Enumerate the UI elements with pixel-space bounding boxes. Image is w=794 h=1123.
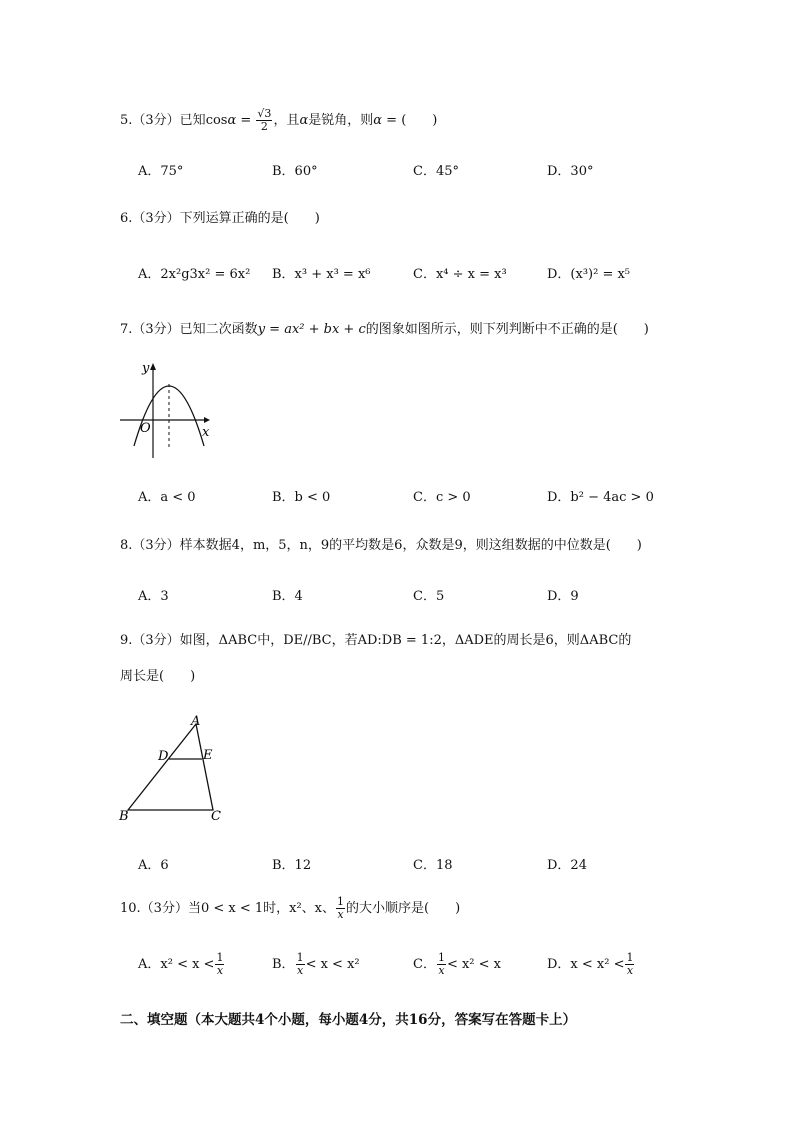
- q10-option-a: A．x² < x < $\frac{1}{x}$: [138, 951, 224, 977]
- x-axis-arrow: [204, 417, 210, 423]
- q7-option-d: D．b² − 4ac > 0: [547, 490, 654, 505]
- question-9-stem-line2: 周长是( ): [120, 669, 196, 684]
- y-axis-arrow: [150, 363, 156, 370]
- q9-option-b: B．12: [272, 858, 312, 873]
- vertex-d-label: D: [158, 749, 169, 764]
- question-5-stem: 5.（3分）已知cosα = $\frac{√3}{2}$ ，且α是锐角，则α = ( ): [120, 107, 438, 133]
- q8-option-d: D．9: [547, 589, 579, 604]
- triangle-figure: [116, 712, 228, 824]
- q6-option-c: C．x⁴ ÷ x = x³: [413, 267, 507, 282]
- vertex-c-label: C: [211, 809, 221, 824]
- q10-option-b: B． $\frac{1}{x}$ < x < x²: [272, 951, 360, 977]
- vertex-e-label: E: [203, 748, 213, 763]
- q9-option-a: A．6: [138, 858, 169, 873]
- q9-option-d: D．24: [547, 858, 587, 873]
- question-6-stem: 6.（3分）下列运算正确的是( ): [120, 211, 320, 226]
- question-8-stem: 8.（3分）样本数据4，m，5，n，9的平均数是6，众数是9，则这组数据的中位数是( ): [120, 538, 642, 553]
- q9-option-c: C．18: [413, 858, 453, 873]
- q10-option-c: C． $\frac{1}{x}$ < x² < x: [413, 951, 502, 977]
- origin-label: O: [140, 421, 151, 436]
- q6-option-d: D．(x³)² = x⁵: [547, 267, 631, 282]
- fraction-1-over-x: $\frac{1}{x}$: [337, 895, 345, 921]
- q5-option-b: B．60°: [272, 164, 318, 179]
- question-9-stem-line1: 9.（3分）如图，ΔABC中，DE//BC，若AD:DB = 1:2，ΔADE的周长是6，则ΔABC的: [120, 633, 632, 648]
- parabola-graph: [116, 358, 216, 462]
- vertex-b-label: B: [119, 809, 129, 824]
- q6-option-b: B．x³ + x³ = x⁶: [272, 267, 371, 282]
- q8-option-b: B．4: [272, 589, 303, 604]
- question-7-stem: 7.（3分）已知二次函数y = ax² + bx + c的图象如图所示，则下列判断中不正确的是( ): [120, 322, 649, 337]
- y-axis-label: y: [142, 361, 150, 376]
- section-heading-fill-in-blank: 二、填空题（本大题共4个小题，每小题4分，共16分，答案写在答题卡上）: [120, 1012, 577, 1028]
- fraction-sqrt3-over-2: $\frac{√3}{2}$: [257, 107, 272, 133]
- q10-option-d: D．x < x² < $\frac{1}{x}$: [547, 951, 634, 977]
- q5-option-a: A．75°: [138, 164, 184, 179]
- q7-option-c: C．c > 0: [413, 490, 471, 505]
- q6-option-a: A．2x²g3x² = 6x²: [138, 267, 251, 282]
- question-10-stem: 10.（3分）当0 < x < 1时，x²、x、 $\frac{1}{x}$ 的大小顺序是( ): [120, 895, 461, 921]
- triangle-abc: [128, 724, 213, 810]
- q7-option-a: A．a < 0: [138, 490, 196, 505]
- x-axis-label: x: [202, 425, 210, 440]
- q5-option-c: C．45°: [413, 164, 459, 179]
- q8-option-c: C．5: [413, 589, 445, 604]
- q5-option-d: D．30°: [547, 164, 594, 179]
- vertex-a-label: A: [191, 714, 201, 729]
- q8-option-a: A．3: [138, 589, 169, 604]
- q7-option-b: B．b < 0: [272, 490, 331, 505]
